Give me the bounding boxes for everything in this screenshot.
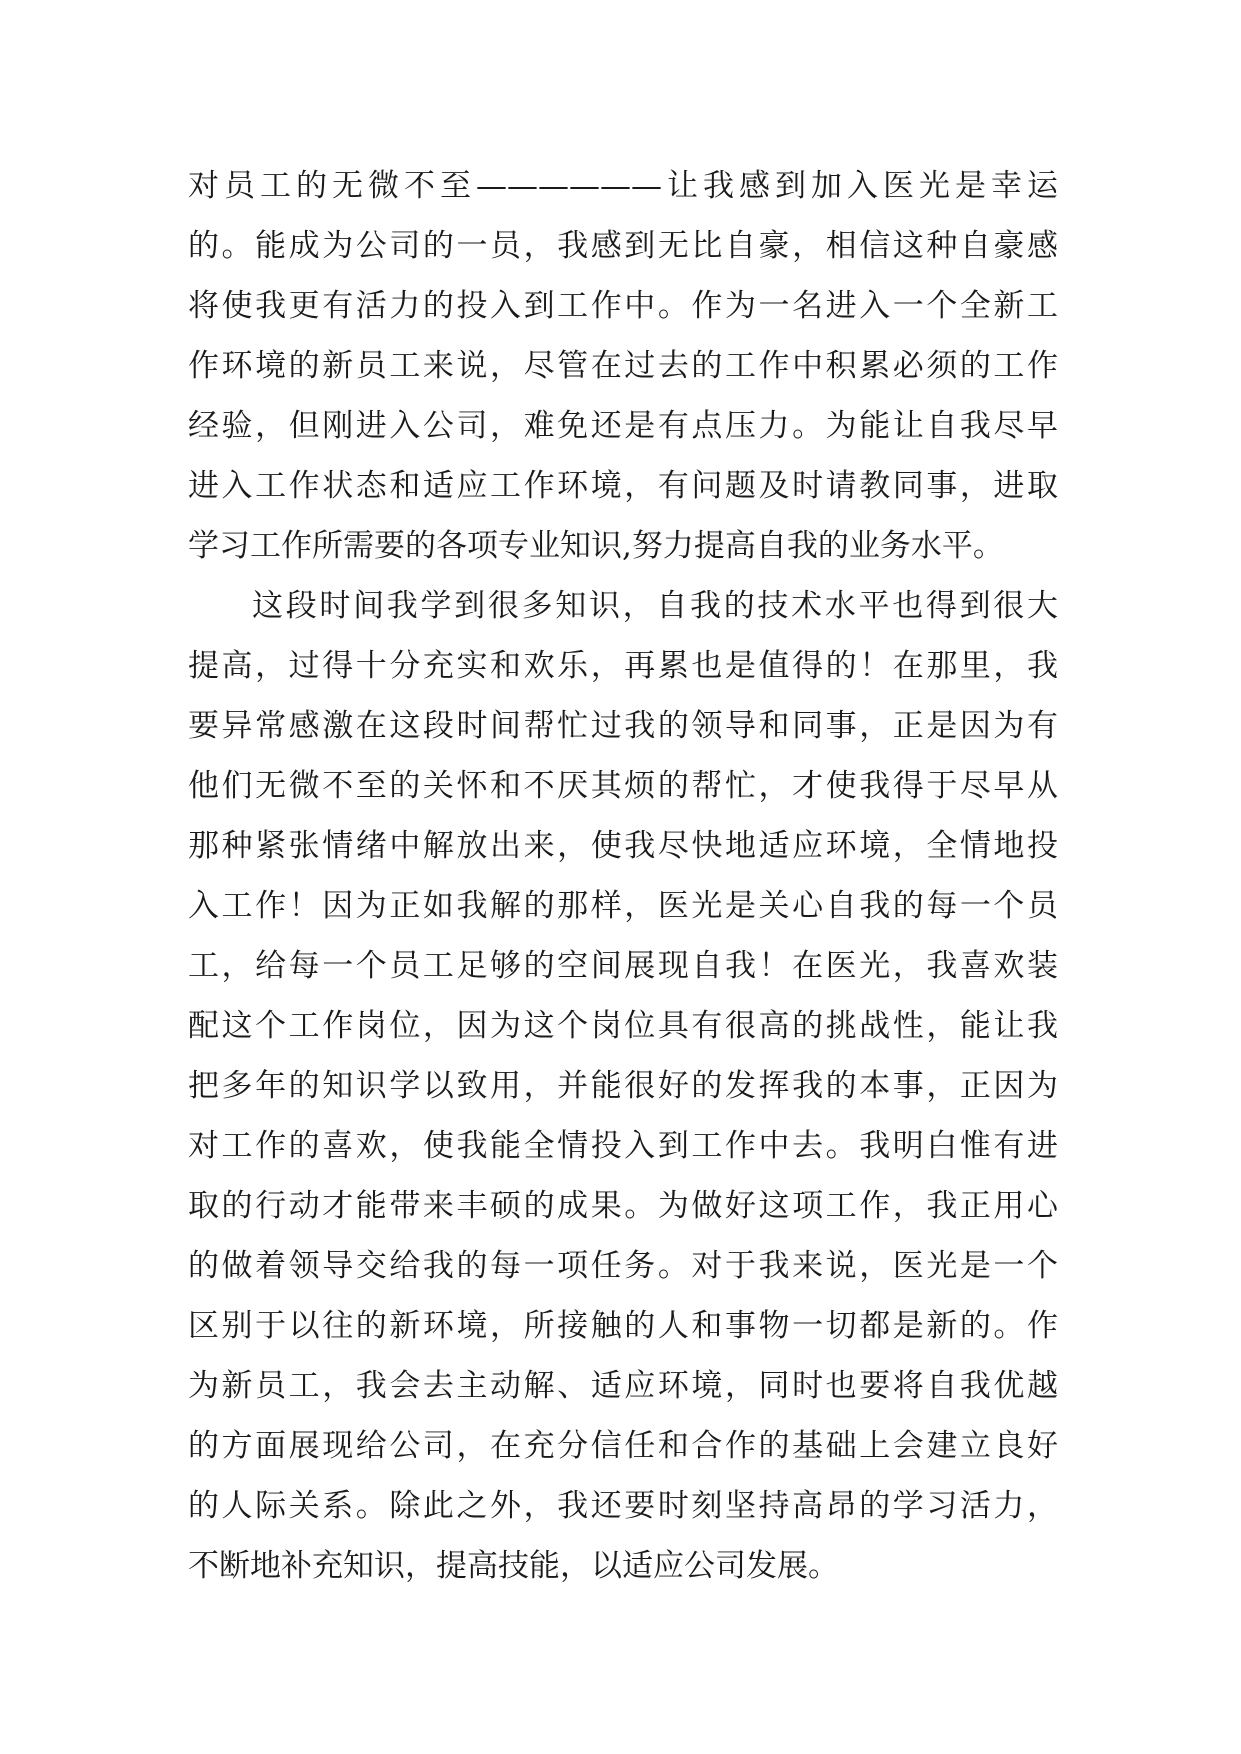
text-line: 要异常感激在这段时间帮忙过我的领导和同事，正是因为有 [188, 708, 1058, 744]
text-line: 那种紧张情绪中解放出来，使我尽快地适应环境，全情地投 [188, 828, 1058, 864]
text-line: 的方面展现给公司，在充分信任和合作的基础上会建立良好 [188, 1428, 1058, 1464]
text-line: 学习工作所需要的各项专业知识,努力提高自我的业务水平。 [188, 528, 1004, 564]
text-line: 取的行动才能带来丰硕的成果。为做好这项工作，我正用心 [188, 1188, 1058, 1224]
text-line: 提高，过得十分充实和欢乐，再累也是值得的！在那里，我 [188, 648, 1058, 684]
body-text [188, 156, 1058, 1596]
text-line: 不断地补充知识，提高技能，以适应公司发展。 [188, 1548, 839, 1584]
text-line: 这段时间我学到很多知识，自我的技术水平也得到很大 [252, 588, 1058, 624]
text-line: 把多年的知识学以致用，并能很好的发挥我的本事，正因为 [188, 1068, 1058, 1104]
text-line: 经验，但刚进入公司，难免还是有点压力。为能让自我尽早 [188, 408, 1058, 444]
text-line: 入工作！因为正如我解的那样，医光是关心自我的每一个员 [188, 888, 1058, 924]
text-line: 区别于以往的新环境，所接触的人和事物一切都是新的。作 [188, 1308, 1058, 1344]
text-line: 工，给每一个员工足够的空间展现自我！在医光，我喜欢装 [188, 948, 1058, 984]
text-line: 他们无微不至的关怀和不厌其烦的帮忙，才使我得于尽早从 [188, 768, 1058, 804]
text-line: 为新员工，我会去主动解、适应环境，同时也要将自我优越 [188, 1368, 1058, 1404]
text-line: 进入工作状态和适应工作环境，有问题及时请教同事，进取 [188, 468, 1058, 504]
text-line: 作环境的新员工来说，尽管在过去的工作中积累必须的工作 [188, 348, 1058, 384]
text-line: 的做着领导交给我的每一项任务。对于我来说，医光是一个 [188, 1248, 1058, 1284]
text-line: 配这个工作岗位，因为这个岗位具有很高的挑战性，能让我 [188, 1008, 1058, 1044]
text-line: 的。能成为公司的一员，我感到无比自豪，相信这种自豪感 [188, 228, 1058, 264]
text-line: 对员工的无微不至——————让我感到加入医光是幸运 [188, 168, 1058, 204]
text-line: 的人际关系。除此之外，我还要时刻坚持高昂的学习活力， [188, 1488, 1058, 1524]
text-line: 对工作的喜欢，使我能全情投入到工作中去。我明白惟有进 [188, 1128, 1058, 1164]
text-line: 将使我更有活力的投入到工作中。作为一名进入一个全新工 [188, 288, 1058, 324]
